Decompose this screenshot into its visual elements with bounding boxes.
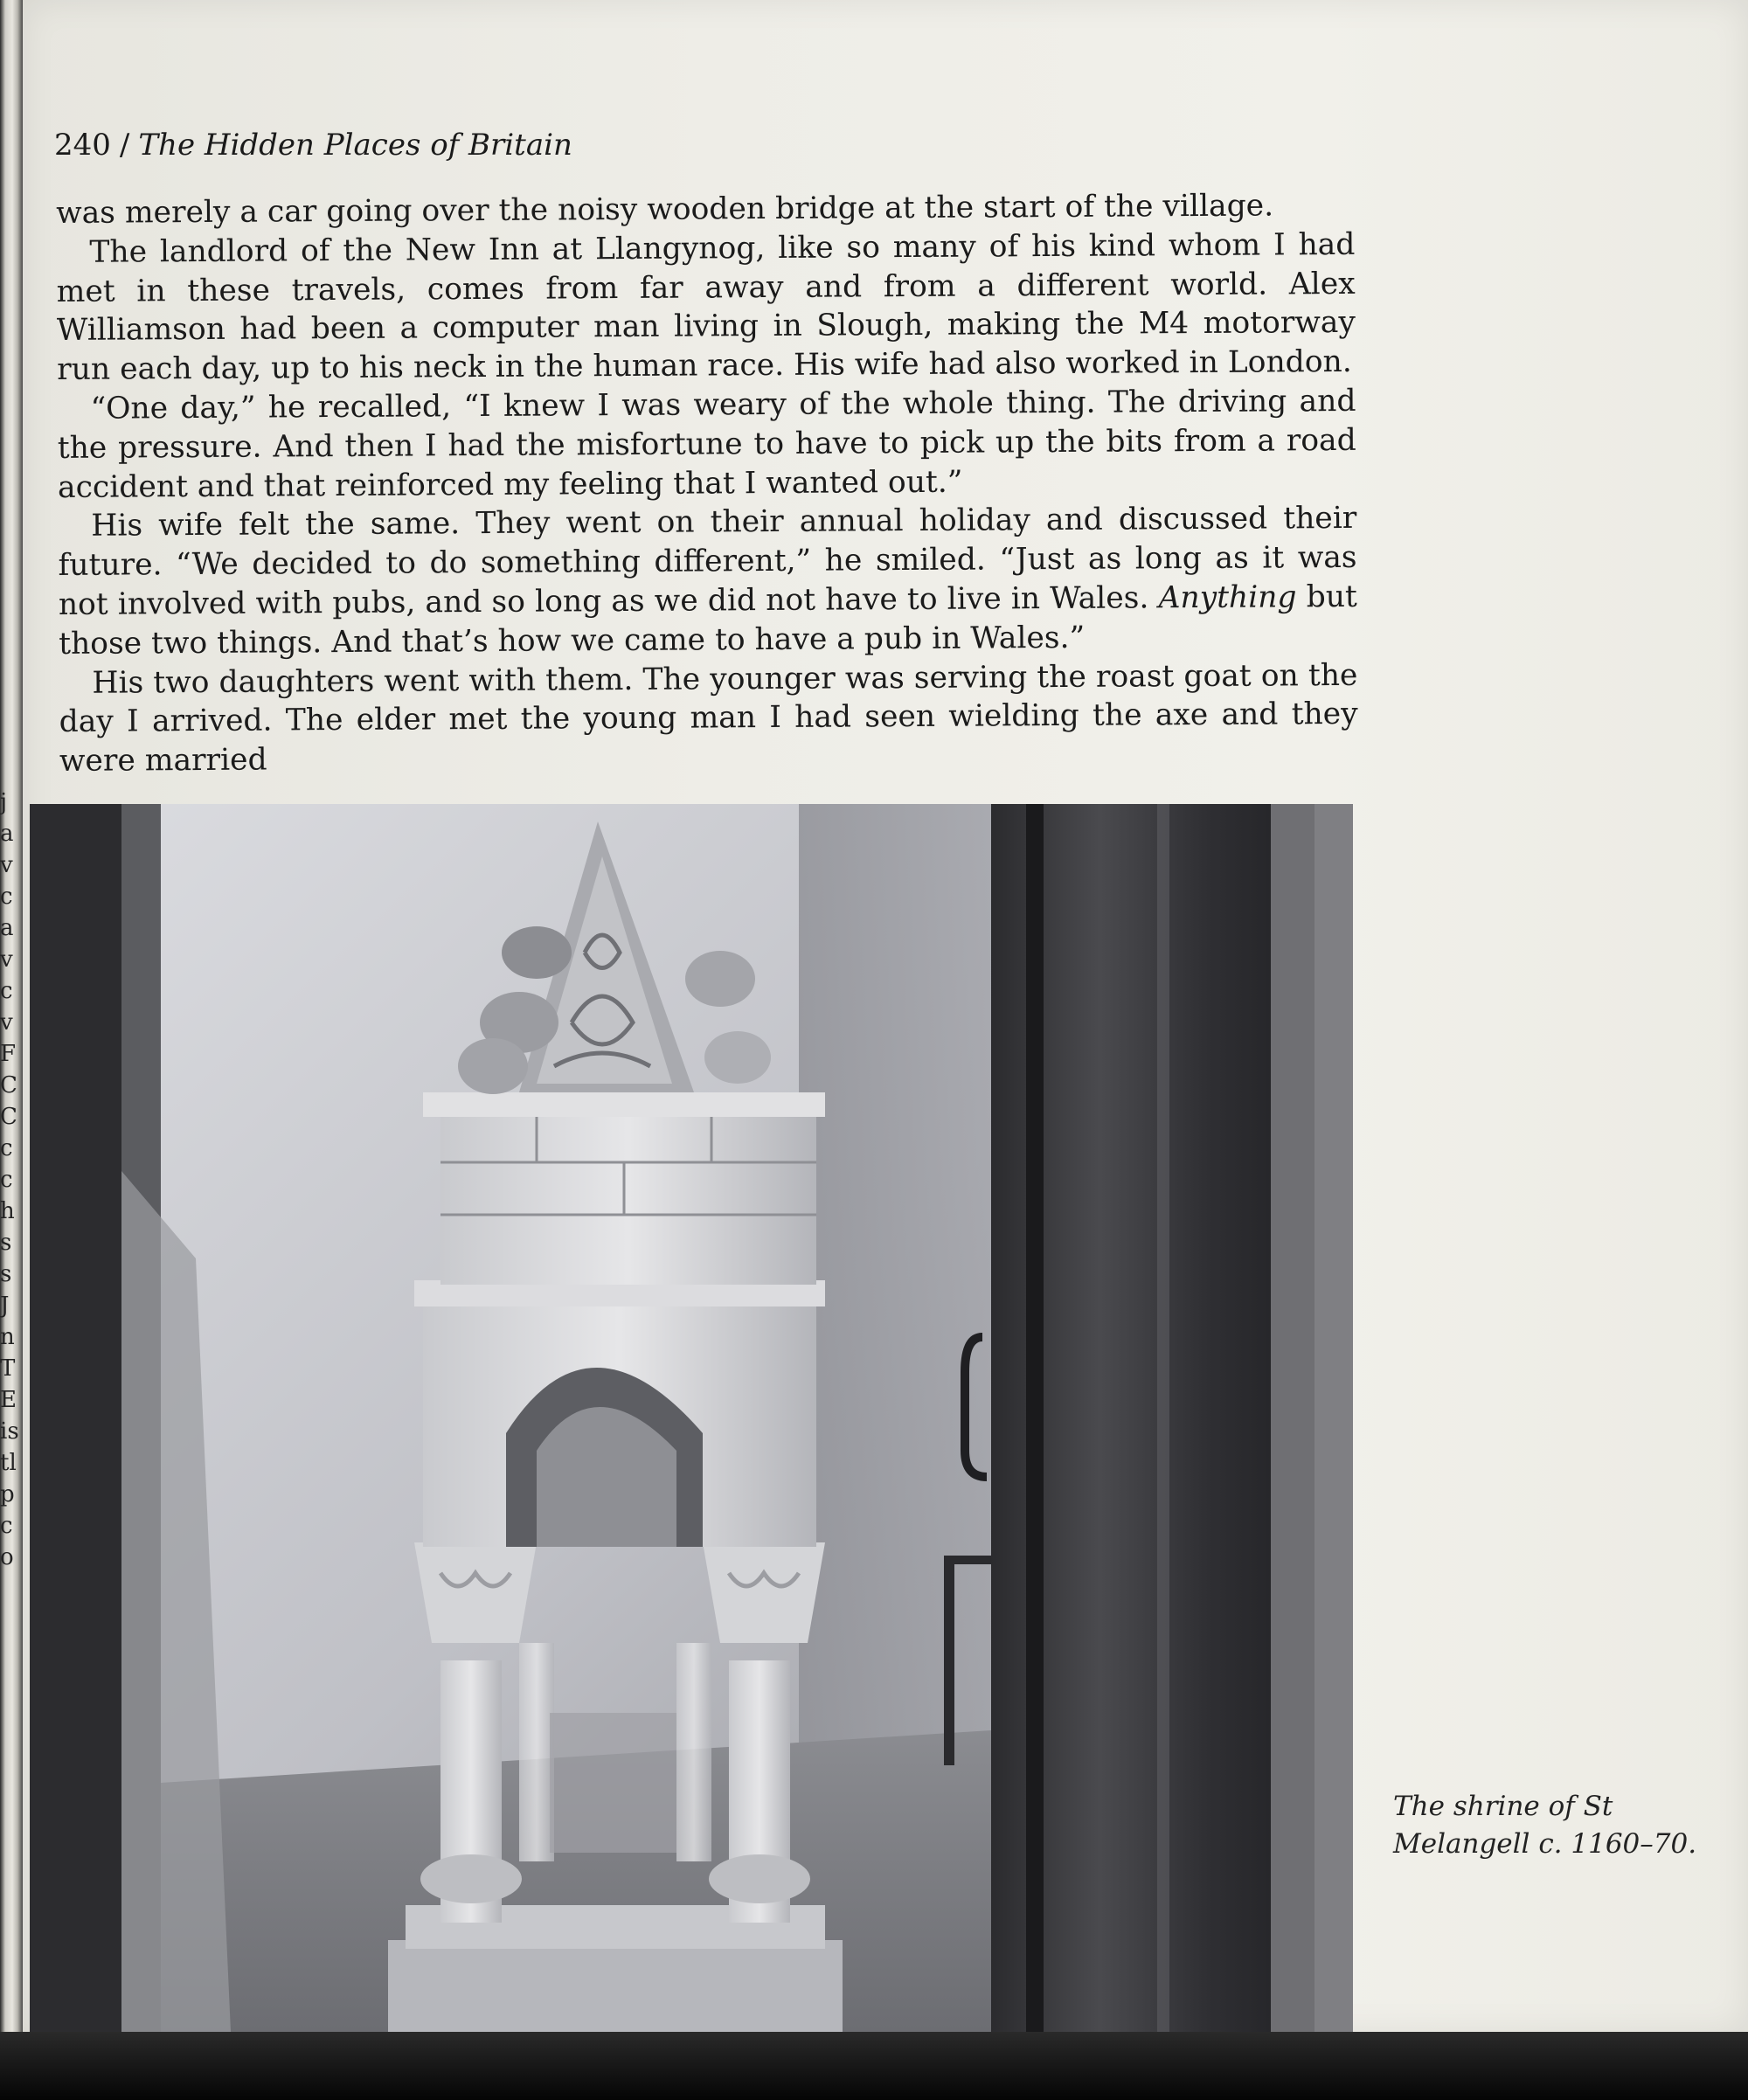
photo-caption <box>1393 1788 1725 1863</box>
paragraph-continued: was merely a car going over the noisy wooden bridge at the start of the village. <box>56 188 1274 231</box>
caption-line-2: Melangell c. 1160–70. <box>1393 1828 1697 1860</box>
caption-line-1: The shrine of St <box>1393 1791 1613 1822</box>
emphasis-anything: Anything <box>1158 579 1297 616</box>
paragraph-wife-text-b: but those two things. And that’s how we came to have a pub in Wales.” <box>59 579 1357 662</box>
previous-page-fragment: a <box>0 821 14 847</box>
previous-page-fragment: h <box>0 1198 15 1224</box>
previous-page-fragment: v <box>0 852 13 878</box>
previous-page-fragment: C <box>0 1072 17 1099</box>
previous-page-fragment: c <box>0 1513 13 1539</box>
previous-page-fragment: c <box>0 1167 13 1193</box>
previous-page-fragment: s <box>0 1230 12 1256</box>
previous-page-fragment: a <box>0 915 14 941</box>
body-text <box>56 186 1358 781</box>
previous-page-fragment: p <box>0 1481 15 1507</box>
previous-page-fragment: c <box>0 884 13 910</box>
previous-page-fragment: F <box>0 1041 17 1067</box>
paragraph-landlord: The landlord of the New Inn at Llangynog, like so many of his kind whom I had met in these travels, comes from far away and from a different world. Alex Williamson had been a computer man living in Slough, making the M4 motorway run each day, up to his neck in the human race. His wife had also worked in London. <box>56 226 1356 388</box>
shrine-photograph <box>30 804 1353 2032</box>
previous-page-fragment: J <box>0 1293 10 1319</box>
paragraph-one-day: “One day,” he recalled, “I knew I was weary of the whole thing. The driving and the pressure. And then I had the misfortune to have to pick up the bits from a road accident and that reinforced my feeling that I wanted out.” <box>57 383 1356 505</box>
previous-page-fragment: c <box>0 978 13 1004</box>
paragraph-wife <box>58 499 1357 663</box>
previous-page-fragment: E <box>0 1387 17 1413</box>
previous-page-fragment: is <box>0 1418 19 1445</box>
header-separator: / <box>119 128 130 163</box>
book-title: The Hidden Places of Britain <box>138 128 572 163</box>
previous-page-fragment: T <box>0 1355 16 1382</box>
previous-page-fragment: v <box>0 946 13 973</box>
previous-page-fragment: c <box>0 1135 13 1161</box>
previous-page-fragment: v <box>0 1009 13 1036</box>
page-number: 240 <box>54 128 111 163</box>
previous-page-edge-text <box>0 787 24 1748</box>
paragraph-daughters: His two daughters went with them. The younger was serving the roast goat on the day I arrived. The elder met the young man I had seen wielding the axe and they were married <box>59 657 1358 780</box>
running-header <box>54 128 572 163</box>
previous-page-fragment: tl <box>0 1450 17 1476</box>
previous-page-fragment: s <box>0 1261 12 1287</box>
bottom-shadow <box>0 2032 1748 2100</box>
previous-page-fragment: o <box>0 1544 14 1570</box>
paragraph-wife-text-a: His wife felt the same. They went on their annual holiday and discussed their future. “We decided to do something different,” he smiled. “Just as long as it was not involved with pubs, and so long as we did not have to live in Wales. <box>58 501 1357 622</box>
previous-page-fragment: n <box>0 1324 15 1350</box>
previous-page-fragment: j <box>0 789 8 815</box>
previous-page-fragment: C <box>0 1104 17 1130</box>
